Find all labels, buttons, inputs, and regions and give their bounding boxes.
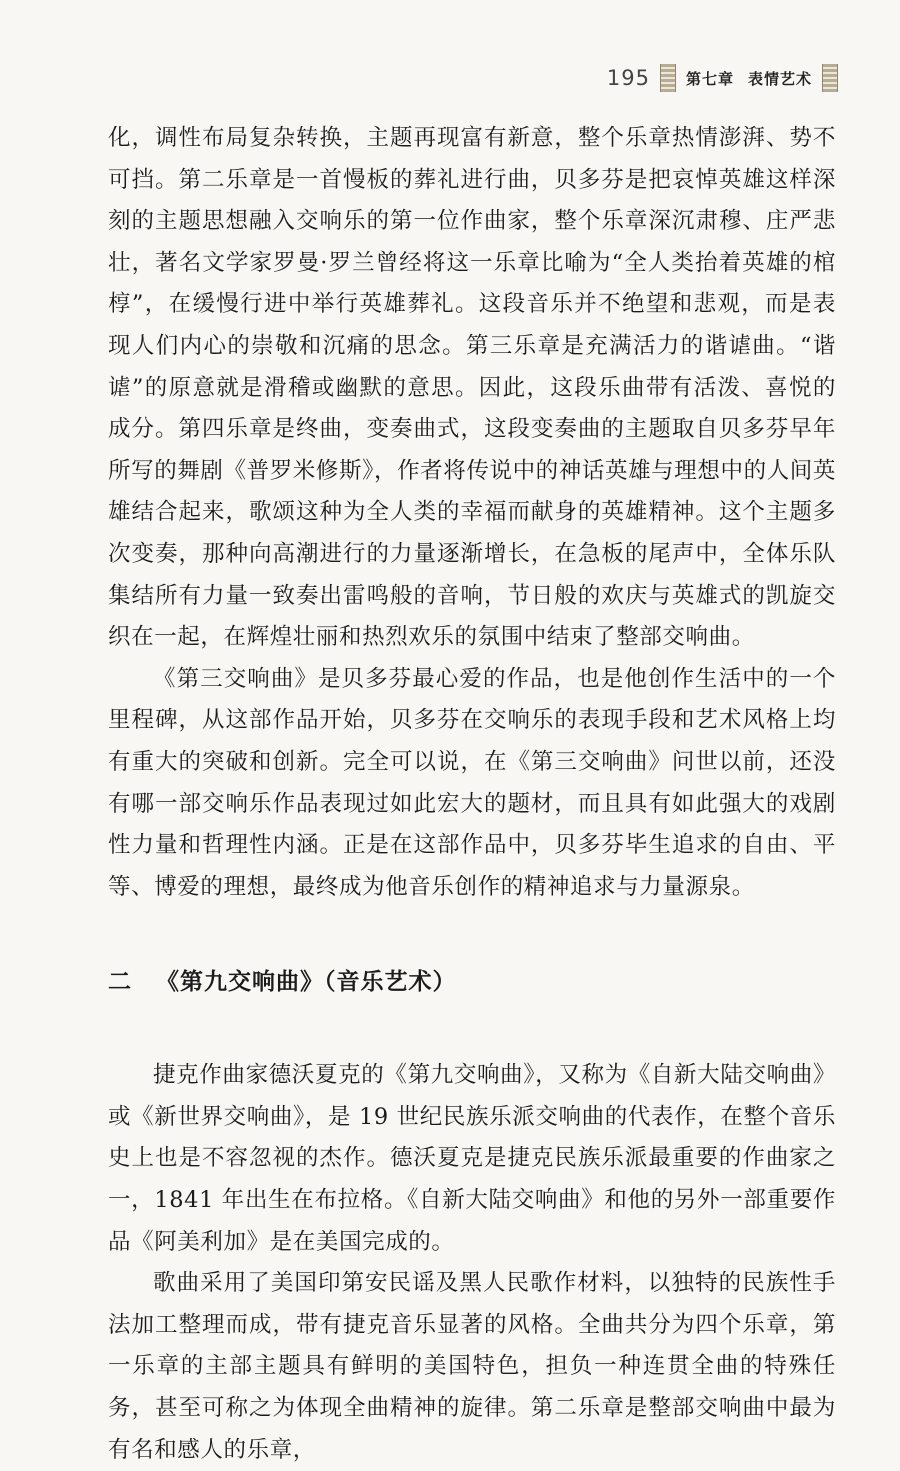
chapter-title [686,68,812,89]
header-ornament-right [822,64,838,92]
running-header [607,62,838,94]
chapter-section-title: 表情艺术 [747,69,812,88]
section-heading [108,961,836,1003]
paragraph: 捷克作曲家德沃夏克的《第九交响曲》，又称为《自新大陆交响曲》或《新世界交响曲》，是 19 世纪民族乐派交响曲的代表作，在整个音乐史上也是不容忽视的杰作。德沃夏克是捷克民族乐派最重要的作曲家之一，1841 年出生在布拉格。《自新大陆交响曲》和他的另外一部重要作品《阿美利加》是在美国完成的。 [108,1062,836,1255]
paragraph: 歌曲采用了美国印第安民谣及黑人民歌作材料，以独特的民族性手法加工整理而成，带有捷克音乐显著的风格。全曲共分为四个乐章，第一乐章的主部主题具有鲜明的美国特色，担负一种连贯全曲的特殊任务，甚至可称之为体现全曲精神的旋律。第二乐章是整部交响曲中最为有名和感人的乐章， [108,1270,836,1463]
page-content [108,118,836,1471]
page-number: 195 [606,66,650,90]
section-title: 《第九交响曲》（音乐艺术） [156,969,457,996]
header-ornament-left [660,64,676,92]
paragraph-continued: 化，调性布局复杂转换，主题再现富有新意，整个乐章热情澎湃、势不可挡。第二乐章是一首慢板的葬礼进行曲，贝多芬是把哀悼英雄这样深刻的主题思想融入交响乐的第一位作曲家，整个乐章深沉肃穆、庄严悲壮，著名文学家罗曼·罗兰曾经将这一乐章比喻为“全人类抬着英雄的棺椁”，在缓慢行进中举行英雄葬礼。这段音乐并不绝望和悲观，而是表现人们内心的崇敬和沉痛的思念。第三乐章是充满活力的谐谑曲。“谐谑”的原意就是滑稽或幽默的意思。因此，这段乐曲带有活泼、喜悦的成分。第四乐章是终曲，变奏曲式，这段变奏曲的主题取自贝多芬早年所写的舞剧《普罗米修斯》，作者将传说中的神话英雄与理想中的人间英雄结合起来，歌颂这种为全人类的幸福而献身的英雄精神。这个主题多次变奏，那种向高潮进行的力量逐渐增长，在急板的尾声中，全体乐队集结所有力量一致奏出雷鸣般的音响，节日般的欢庆与英雄式的凯旋交织在一起，在辉煌壮丽和热烈欢乐的氛围中结束了整部交响曲。 [108,125,836,651]
chapter-number: 第七章 [685,69,734,88]
paragraph: 《第三交响曲》是贝多芬最心爱的作品，也是他创作生活中的一个里程碑，从这部作品开始，贝多芬在交响乐的表现手段和艺术风格上均有重大的突破和创新。完全可以说，在《第三交响曲》问世以前，还没有哪一部交响乐作品表现过如此宏大的题材，而且具有如此强大的戏剧性力量和哲理性内涵。正是在这部作品中，贝多芬毕生追求的自由、平等、博爱的理想，最终成为他音乐创作的精神追求与力量源泉。 [108,665,836,900]
section-number: 二 [108,969,132,996]
